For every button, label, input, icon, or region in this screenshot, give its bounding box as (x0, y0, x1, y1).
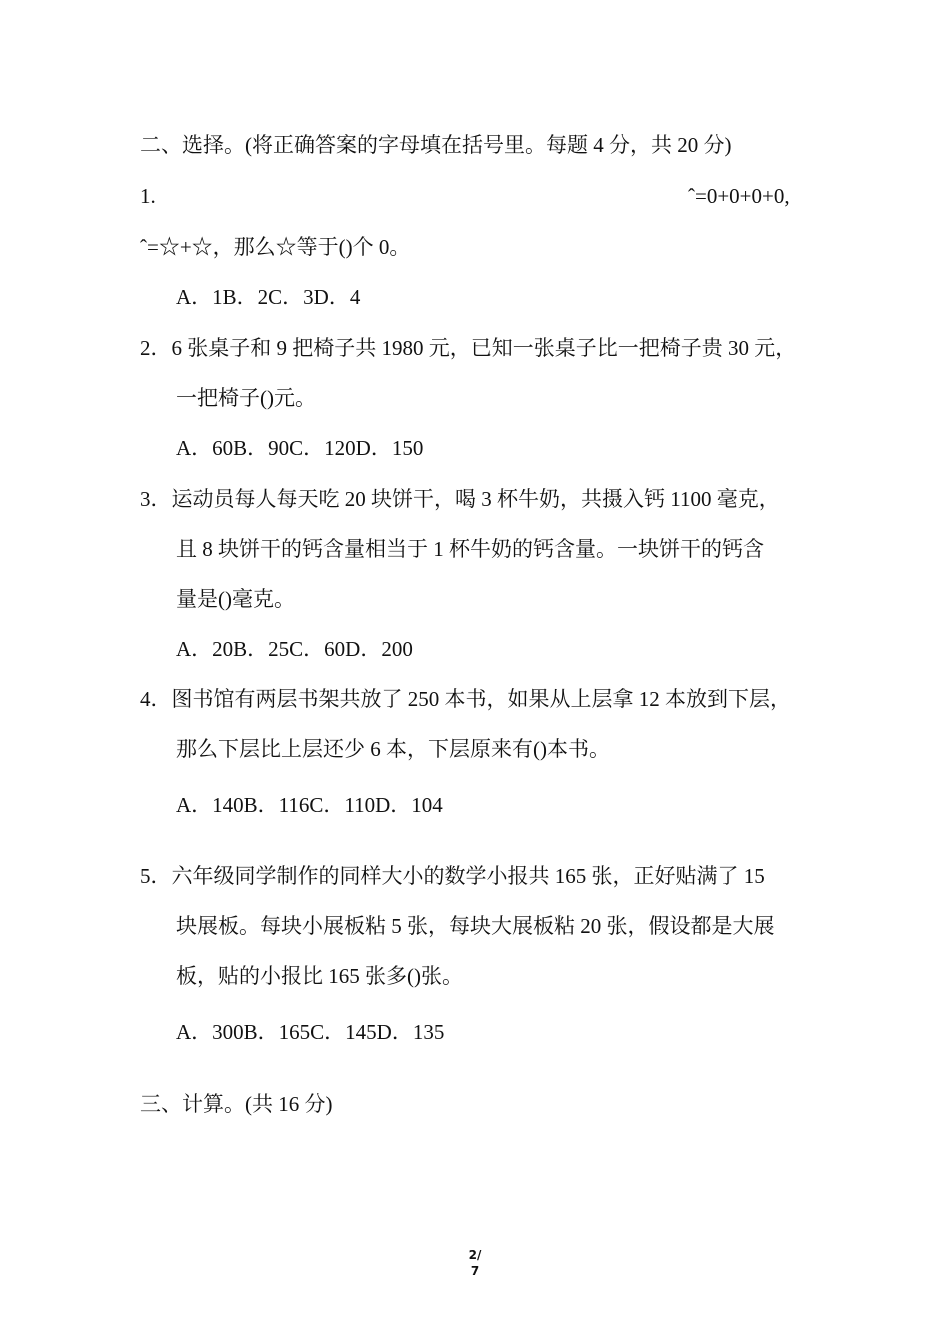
page-number-bottom: 7 (470, 1264, 480, 1278)
question-3-line-3: 量是()毫克。 (176, 587, 295, 611)
question-4-options: A．140B．116C．110D．104 (176, 793, 443, 817)
question-2-line-1: 2．6 张桌子和 9 把椅子共 1980 元，已知一张桌子比一把椅子贵 30 元， (140, 336, 797, 360)
question-1-text: ˆ=☆+☆，那么☆等于()个 0。 (140, 235, 411, 259)
question-2-line-2: 一把椅子()元。 (176, 386, 316, 410)
section-3-heading: 三、计算。(共 16 分) (140, 1092, 333, 1116)
question-5-options: A．300B．165C．145D．135 (176, 1020, 445, 1044)
question-5-line-2: 块展板。每块小展板粘 5 张，每块大展板粘 20 张，假设都是大展 (176, 914, 775, 938)
question-1-fragment: ˆ=0+0+0+0, (688, 184, 790, 208)
question-1-options: A．1B．2C．3D．4 (176, 285, 361, 309)
section-2-heading: 二、选择。(将正确答案的字母填在括号里。每题 4 分，共 20 分) (140, 133, 732, 157)
question-2-options: A．60B．90C．120D．150 (176, 436, 424, 460)
question-3-line-1: 3．运动员每人每天吃 20 块饼干，喝 3 杯牛奶，共摄入钙 1100 毫克， (140, 487, 780, 511)
question-1-number: 1. (140, 184, 156, 208)
page-number-top: 2/ (468, 1248, 482, 1262)
question-3-line-2: 且 8 块饼干的钙含量相当于 1 杯牛奶的钙含量。一块饼干的钙含 (176, 537, 764, 561)
question-5-line-1: 5．六年级同学制作的同样大小的数学小报共 165 张，正好贴满了 15 (140, 864, 765, 888)
question-4-line-2: 那么下层比上层还少 6 本，下层原来有()本书。 (176, 737, 610, 761)
question-3-options: A．20B．25C．60D．200 (176, 637, 413, 661)
question-5-line-3: 板，贴的小报比 165 张多()张。 (176, 964, 463, 988)
question-4-line-1: 4．图书馆有两层书架共放了 250 本书，如果从上层拿 12 本放到下层， (140, 687, 791, 711)
